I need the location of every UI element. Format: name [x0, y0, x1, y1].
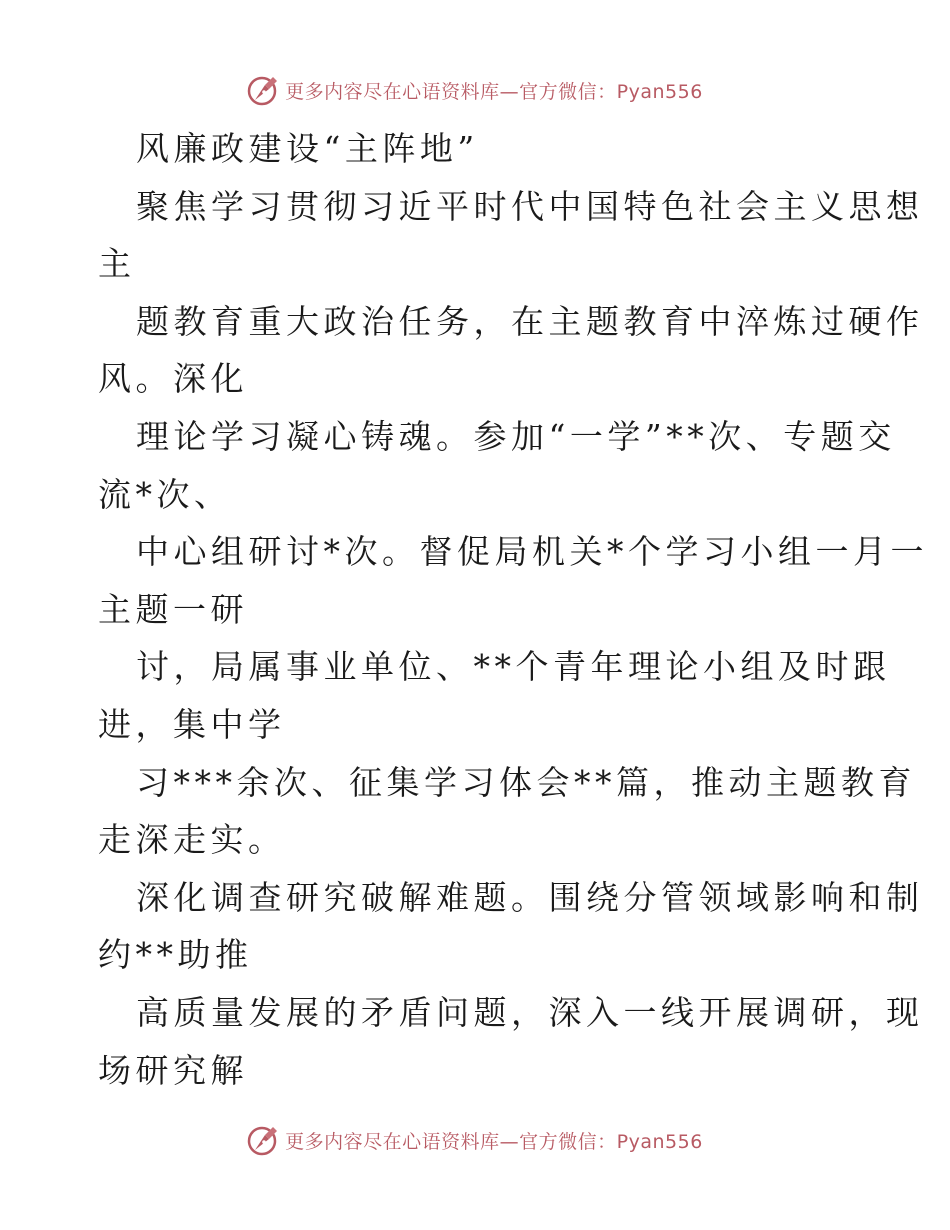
text-line: 主: [98, 244, 136, 284]
text-line: 讨，局属事业单位、**个青年理论小组及时跟: [136, 647, 891, 687]
text-line: 场研究解: [98, 1050, 248, 1090]
text-line: 约**助推: [98, 935, 253, 975]
text-line: 聚焦学习贯彻习近平时代中国特色社会主义思想: [136, 186, 924, 226]
text-line: 题教育重大政治任务，在主题教育中淬炼过硬作: [136, 301, 924, 341]
footer-banner: [0, 1120, 950, 1160]
pen-nib-logo-icon: [247, 1123, 281, 1157]
text-line: 风。深化: [98, 359, 248, 399]
header-text: 更多内容尽在心语资料库—官方微信：Pyan556: [285, 80, 703, 103]
pen-nib-logo-icon: [247, 73, 281, 107]
text-line: 走深走实。: [98, 820, 286, 860]
text-line: 进，集中学: [98, 704, 286, 744]
text-line: 高质量发展的矛盾问题，深入一线开展调研，现: [136, 992, 924, 1032]
text-line: 主题一研: [98, 589, 248, 629]
document-body: [98, 120, 928, 1099]
text-line: 流*次、: [98, 474, 232, 514]
header-banner: [0, 70, 950, 110]
text-line: 风廉政建设“主阵地”: [136, 129, 479, 168]
text-line: 中心组研讨*次。督促局机关*个学习小组一月一: [136, 532, 928, 572]
text-line: 理论学习凝心铸魂。参加“一学”**次、专题交: [136, 416, 896, 456]
text-line: 深化调查研究破解难题。围绕分管领域影响和制: [136, 877, 924, 917]
footer-text: 更多内容尽在心语资料库—官方微信：Pyan556: [285, 1130, 703, 1153]
text-line: 习***余次、征集学习体会**篇，推动主题教育: [136, 762, 916, 802]
